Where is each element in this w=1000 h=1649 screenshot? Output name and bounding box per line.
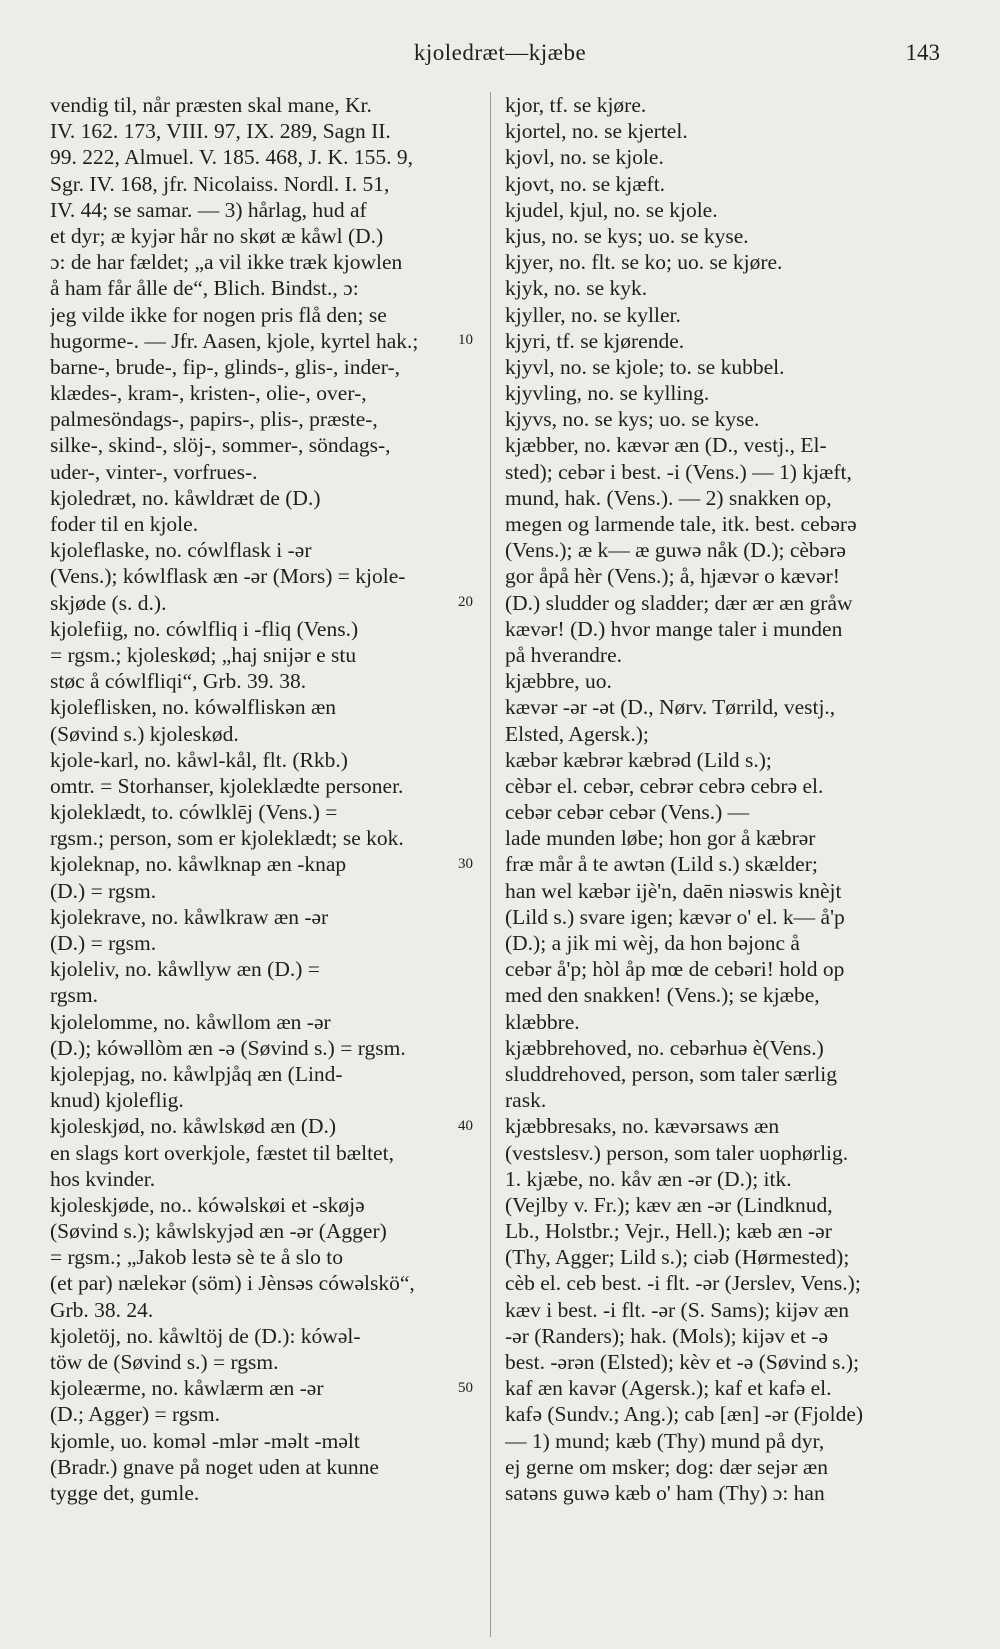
text-line: kjomle, uo. koməl -mlər -məlt -məlt xyxy=(50,1428,360,1453)
text-line: 99. 222, Almuel. V. 185. 468, J. K. 155. 9, xyxy=(50,145,413,170)
text-line: (D.) = rgsm. xyxy=(50,931,157,955)
text-line: med den snakken! (Vens.); se kjæbe, xyxy=(505,983,820,1008)
text-line: kjor, tf. se kjøre. xyxy=(505,93,647,117)
text-line: jeg vilde ikke for nogen pris flå den; se xyxy=(50,302,387,327)
text-line: på hverandre. xyxy=(505,642,622,667)
text-line: kjolekrave, no. kåwlkraw æn -ər xyxy=(50,904,329,929)
text-line: kjortel, no. se kjertel. xyxy=(505,119,688,144)
text-line: Elsted, Agersk.); xyxy=(505,721,649,746)
text-line: palmesöndags-, papirs-, plis-, præste-, xyxy=(50,407,378,432)
page-number: 143 xyxy=(905,40,940,65)
text-line: töw de (Søvind s.) = rgsm. xyxy=(50,1350,279,1374)
text-line: kjæbbrehoved, no. cebərhuə è(Vens.) xyxy=(505,1035,824,1060)
text-line: best. -ərən (Elsted); kèv et -ə (Søvind s.); xyxy=(505,1350,860,1374)
text-line: kjyri, tf. se kjørende. xyxy=(505,328,685,353)
text-line: kjolefiig, no. cówlfliq i -fliq (Vens.) xyxy=(50,616,359,641)
text-line: (D.; Agger) = rgsm. xyxy=(50,1402,220,1427)
text-line: kjovl, no. se kjole. xyxy=(505,145,664,170)
text-line: kjovt, no. se kjæft. xyxy=(505,171,666,196)
text-line: Lb., Holstbr.; Vejr., Hell.); kæb æn -ər xyxy=(505,1219,832,1244)
text-line: IV. 162. 173, VIII. 97, IX. 289, Sagn II. xyxy=(50,119,391,144)
text-line: kjyller, no. se kyller. xyxy=(505,302,681,327)
text-line: kjus, no. se kys; uo. se kyse. xyxy=(505,223,749,248)
text-line: kjolepjag, no. kåwlpjåq æn (Lind- xyxy=(50,1061,343,1086)
text-line: omtr. = Storhanser, kjoleklædte personer. xyxy=(50,773,404,798)
text-line: kafə (Sundv.; Ang.); cab [æn] -ər (Fjolde) xyxy=(505,1402,864,1427)
text-line: ɔ: de har fældet; „a vil ikke træk kjowlen xyxy=(50,250,403,275)
column-divider xyxy=(490,92,491,1637)
text-line: sluddrehoved, person, som taler særlig xyxy=(505,1061,838,1086)
text-line: kjyvl, no. se kjole; to. se kubbel. xyxy=(505,354,785,379)
text-line: kjyk, no. se kyk. xyxy=(505,276,648,301)
text-line: kaf æn kavər (Agersk.); kaf et kafə el. xyxy=(505,1376,832,1401)
text-line: et dyr; æ kyjər hår no skøt æ kåwl (D.) xyxy=(50,223,384,248)
text-line: ej gerne om msker; dog: dær sejər æn xyxy=(505,1454,829,1479)
text-line: kjoleærme, no. kåwlærm æn -ər xyxy=(50,1376,324,1401)
text-line: kjoleflaske, no. cówlflask i -ər xyxy=(50,538,312,563)
line-number: 40 xyxy=(458,1117,473,1134)
text-line: tygge det, gumle. xyxy=(50,1480,200,1505)
text-line: klæbbre. xyxy=(505,1009,580,1034)
text-line: = rgsm.; „Jakob lestə sè te å slo to xyxy=(50,1245,343,1270)
text-line: kjoleknap, no. kåwlknap æn -knap xyxy=(50,852,347,877)
text-line: cèb el. ceb best. -i flt. -ər (Jerslev, Vens.); xyxy=(505,1271,861,1296)
right-column xyxy=(505,92,947,1506)
text-line: kjyer, no. flt. se ko; uo. se kjøre. xyxy=(505,250,783,275)
text-line: kævər -ər -ət (D., Nørv. Tørrild, vestj., xyxy=(505,695,836,720)
text-line: rgsm. xyxy=(50,983,98,1008)
text-line: uder-, vinter-, vorfrues-. xyxy=(50,459,258,484)
text-line: (Lild s.) svare igen; kævər o' el. k— å'p xyxy=(505,904,845,929)
text-line: (D.) = rgsm. xyxy=(50,878,157,903)
text-line: (Thy, Agger; Lild s.); ciəb (Hørmested); xyxy=(505,1245,850,1270)
text-line: kjolelomme, no. kåwllom æn -ər xyxy=(50,1009,331,1034)
text-line: kævər! (D.) hvor mange taler i munden xyxy=(505,616,843,641)
text-line: silke-, skind-, slöj-, sommer-, söndags-, xyxy=(50,433,391,458)
text-line: satəns guwə kæb o' ham (Thy) ɔ: han xyxy=(505,1480,825,1505)
text-line: kjyvs, no. se kys; uo. se kyse. xyxy=(505,407,760,432)
text-line: megen og larmende tale, itk. best. cebərə xyxy=(505,512,857,536)
text-line: (D.); a jik mi wèj, da hon bəjonc å xyxy=(505,931,800,955)
text-line: kjoleklædt, to. cówlklēj (Vens.) = xyxy=(50,800,338,825)
text-line: hos kvinder. xyxy=(50,1166,156,1191)
left-column xyxy=(50,92,492,1506)
text-line: kjoleskjøde, no.. kówəlskøi et -skøjə xyxy=(50,1192,365,1217)
running-head: kjoledræt—kjæbe xyxy=(413,40,587,65)
text-line: cèbər el. cebər, cebrər cebrə cebrə el. xyxy=(505,773,824,798)
text-line: kjoleliv, no. kåwllyw æn (D.) = xyxy=(50,957,320,982)
text-line: (vestslesv.) person, som taler uophørlig. xyxy=(505,1140,849,1165)
text-line: barne-, brude-, fip-, glinds-, glis-, inder-, xyxy=(50,354,401,379)
text-line: støc å cówlfliqi“, Grb. 39. 38. xyxy=(50,669,307,694)
text-line: en slags kort overkjole, fæstet til bæltet, xyxy=(50,1140,394,1165)
text-line: vendig til, når præsten skal mane, Kr. xyxy=(50,93,372,117)
text-line: cebər å'p; hòl åp mœ de cebəri! hold op xyxy=(505,957,845,982)
text-line: (Vens.); æ k— æ guwə nåk (D.); cèbərə xyxy=(505,538,846,563)
text-line: kjudel, kjul, no. se kjole. xyxy=(505,197,718,222)
text-line: kjole-karl, no. kåwl-kål, flt. (Rkb.) xyxy=(50,747,348,772)
text-line: rask. xyxy=(505,1088,547,1113)
text-line: lade munden løbe; hon gor å kæbrər xyxy=(505,826,816,851)
text-line: knud) kjoleflig. xyxy=(50,1088,184,1113)
text-line: Grb. 38. 24. xyxy=(50,1297,154,1322)
text-line: — 1) mund; kæb (Thy) mund på dyr, xyxy=(505,1428,825,1453)
text-line: (D.) sludder og sladder; dær ær æn gråw xyxy=(505,590,853,615)
text-line: å ham får ålle de“, Blich. Bindst., ɔ: xyxy=(50,276,359,301)
text-line: kjoleskjød, no. kåwlskød æn (D.) xyxy=(50,1114,337,1139)
text-line: (et par) nælekər (söm) i Jènsəs cówəlskö“, xyxy=(50,1271,415,1296)
text-line: -ər (Randers); hak. (Mols); kijəv et -ə xyxy=(505,1323,828,1348)
text-line: = rgsm.; kjoleskød; „haj snijər e stu xyxy=(50,642,357,667)
text-line: (Bradr.) gnave på noget uden at kunne xyxy=(50,1454,379,1479)
text-line: kæv i best. -i flt. -ər (S. Sams); kijəv æn xyxy=(505,1297,849,1322)
text-line: fræ mår å te awtən (Lild s.) skælder; xyxy=(505,852,818,877)
text-line: kjæbbresaks, no. kævərsaws æn xyxy=(505,1114,780,1139)
text-line: hugorme-. — Jfr. Aasen, kjole, kyrtel hak.; xyxy=(50,328,419,353)
text-line: kjæbber, no. kævər æn (D., vestj., El- xyxy=(505,433,827,458)
text-line: foder til en kjole. xyxy=(50,512,199,536)
text-line: (Søvind s.) kjoleskød. xyxy=(50,721,239,746)
line-number: 10 xyxy=(458,331,473,348)
text-line: Sgr. IV. 168, jfr. Nicolaiss. Nordl. I. 51, xyxy=(50,171,390,196)
text-line: (Vens.); kówlflask æn -ər (Mors) = kjole- xyxy=(50,564,406,589)
text-line: 1. kjæbe, no. kåv æn -ər (D.); itk. xyxy=(505,1166,792,1191)
text-line: rgsm.; person, som er kjoleklædt; se kok. xyxy=(50,826,404,851)
line-number: 50 xyxy=(458,1379,473,1396)
text-line: kjoletöj, no. kåwltöj de (D.): kówəl- xyxy=(50,1323,361,1348)
text-line: (D.); kówəllòm æn -ə (Søvind s.) = rgsm. xyxy=(50,1035,406,1060)
text-line: kjæbbre, uo. xyxy=(505,669,612,694)
text-line: klædes-, kram-, kristen-, olie-, over-, xyxy=(50,381,367,406)
line-number: 20 xyxy=(458,593,473,610)
line-number: 30 xyxy=(458,855,473,872)
page-header xyxy=(0,38,1000,70)
text-line: sted); cebər i best. -i (Vens.) — 1) kjæft, xyxy=(505,459,852,484)
text-line: (Søvind s.); kåwlskyjəd æn -ər (Agger) xyxy=(50,1219,387,1244)
text-line: kjoleflisken, no. kówəlfliskən æn xyxy=(50,695,337,720)
text-line: kæbər kæbrər kæbrəd (Lild s.); xyxy=(505,747,772,772)
text-line: kjoledræt, no. kåwldræt de (D.) xyxy=(50,485,321,510)
text-line: mund, hak. (Vens.). — 2) snakken op, xyxy=(505,485,832,510)
text-line: skjøde (s. d.). xyxy=(50,590,167,615)
text-line: gor åpå hèr (Vens.); å, hjævər o kævər! xyxy=(505,564,840,589)
text-line: (Vejlby v. Fr.); kæv æn -ər (Lindknud, xyxy=(505,1192,833,1217)
text-line: han wel kæbər ijè'n, daēn niəswis knèjt xyxy=(505,878,842,903)
text-line: IV. 44; se samar. — 3) hårlag, hud af xyxy=(50,197,367,222)
text-line: cebər cebər cebər (Vens.) — xyxy=(505,800,750,825)
text-line: kjyvling, no. se kylling. xyxy=(505,381,710,406)
